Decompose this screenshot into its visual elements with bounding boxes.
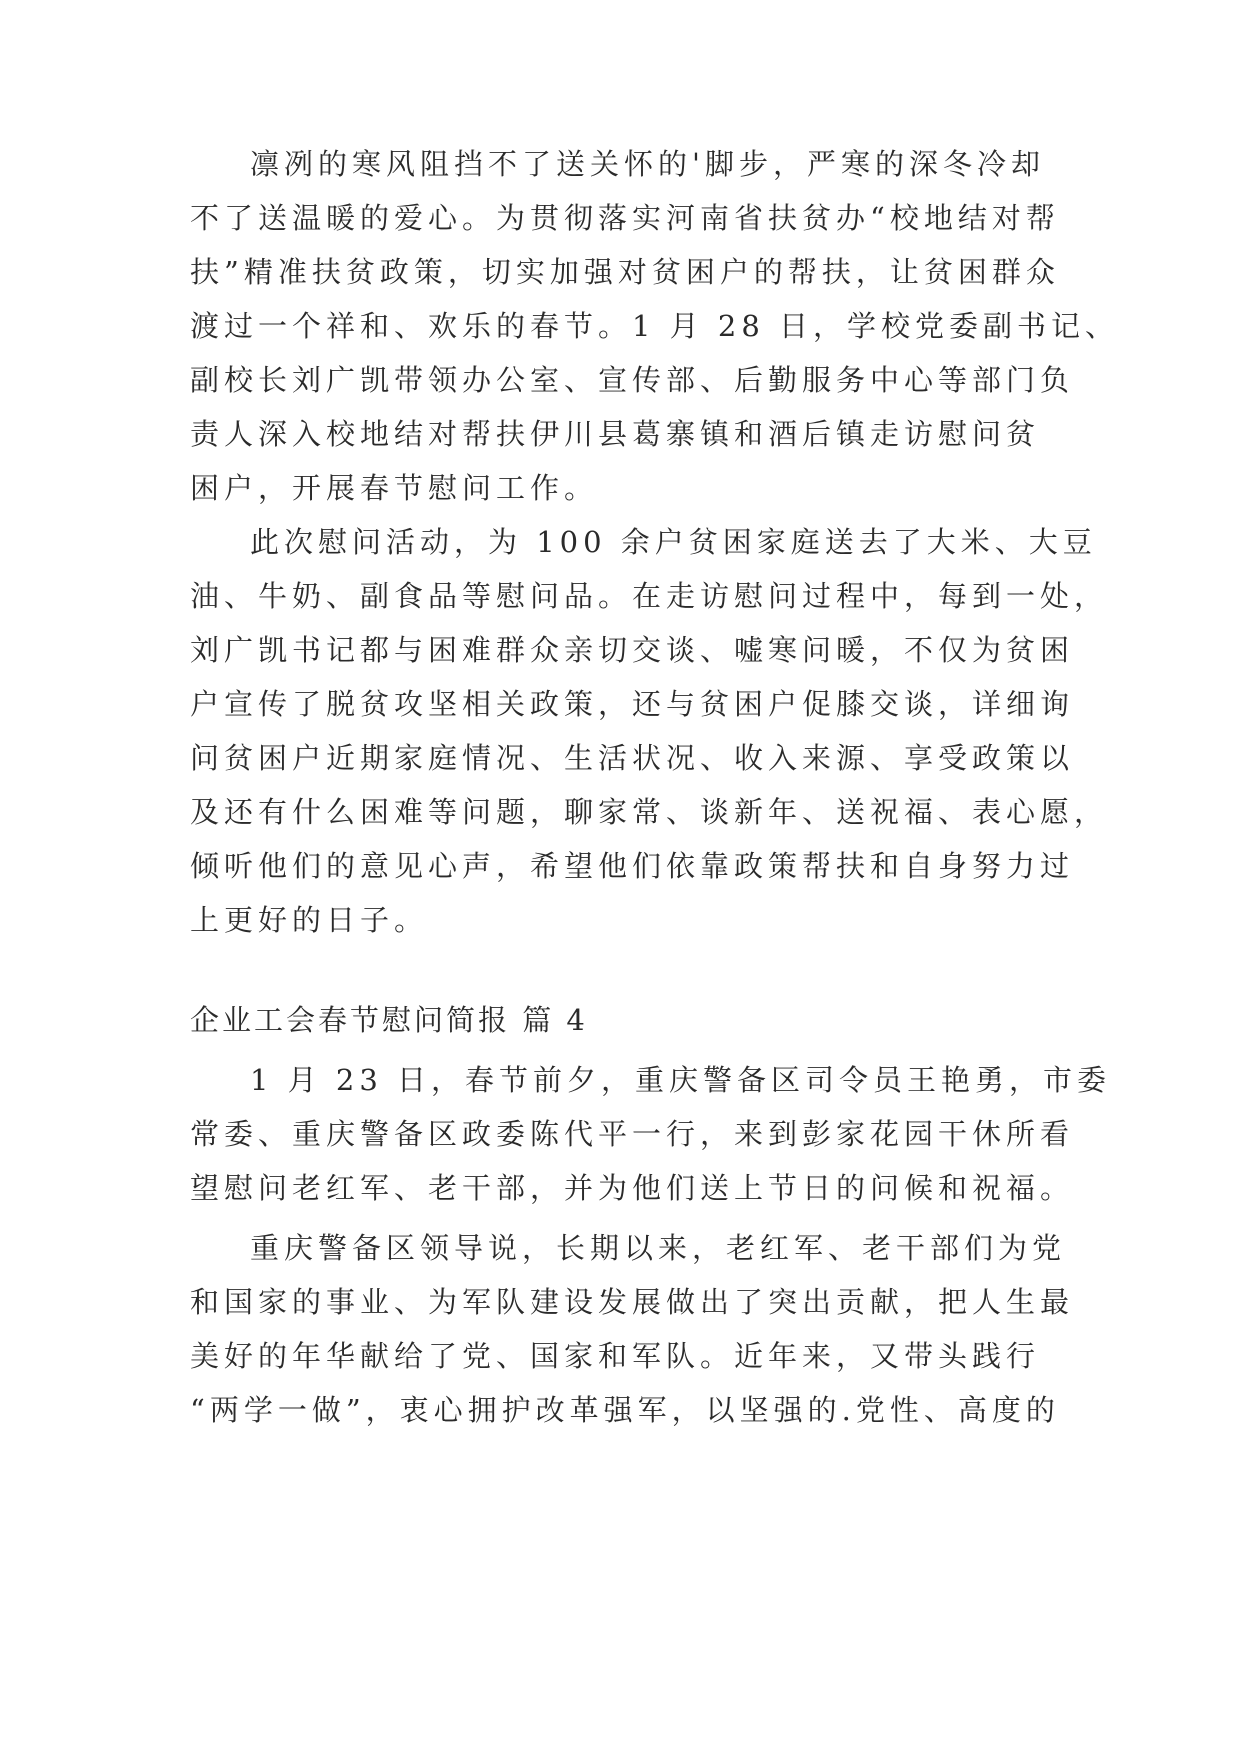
paragraph-4-line: 和国家的事业、为军队建设发展做出了突出贡献，把人生最: [190, 1285, 1075, 1319]
paragraph-1-line: 困户，开展春节慰问工作。: [190, 471, 599, 505]
paragraph-4-line: 重庆警备区领导说，长期以来，老红军、老干部们为党: [250, 1231, 1067, 1265]
paragraph-1-line: 副校长刘广凯带领办公室、宣传部、后勤服务中心等部门负: [190, 363, 1075, 397]
paragraph-3-line: 常委、重庆警备区政委陈代平一行，来到彭家花园干休所看: [190, 1117, 1075, 1151]
paragraph-2-line: 刘广凯书记都与困难群众亲切交谈、嘘寒问暖，不仅为贫困: [190, 633, 1075, 667]
paragraph-4-line: “两学一做”，衷心拥护改革强军，以坚强的.党性、高度的: [190, 1393, 1060, 1427]
paragraph-2-line: 油、牛奶、副食品等慰问品。在走访慰问过程中，每到一处，: [190, 579, 1109, 613]
paragraph-3-line: 望慰问老红军、老干部，并为他们送上节日的问候和祝福。: [190, 1171, 1075, 1205]
paragraph-2-line: 上更好的日子。: [190, 903, 429, 937]
paragraph-3-line: 1 月 23 日，春节前夕，重庆警备区司令员王艳勇，市委: [250, 1063, 1112, 1097]
paragraph-1-line: 不了送温暖的爱心。为贯彻落实河南省扶贫办“校地结对帮: [190, 201, 1060, 235]
paragraph-2-line: 此次慰问活动，为 100 余户贫困家庭送去了大米、大豆: [250, 525, 1097, 559]
paragraph-2-line: 倾听他们的意见心声，希望他们依靠政策帮扶和自身努力过: [190, 849, 1075, 883]
paragraph-1-line: 扶”精准扶贫政策，切实加强对贫困户的帮扶，让贫困群众: [190, 255, 1060, 289]
paragraph-2-line: 及还有什么困难等问题，聊家常、谈新年、送祝福、表心愿，: [190, 795, 1109, 829]
paragraph-1-line: 渡过一个祥和、欢乐的春节。1 月 28 日，学校党委副书记、: [190, 309, 1120, 343]
paragraph-2-line: 户宣传了脱贫攻坚相关政策，还与贫困户促膝交谈，详细询: [190, 687, 1075, 721]
paragraph-4-line: 美好的年华献给了党、国家和军队。近年来，又带头践行: [190, 1339, 1041, 1373]
paragraph-1-line: 凛冽的寒风阻挡不了送关怀的'脚步，严寒的深冬冷却: [250, 147, 1045, 181]
section-heading: 企业工会春节慰问简报 篇 4: [190, 1003, 588, 1037]
paragraph-2-line: 问贫困户近期家庭情况、生活状况、收入来源、享受政策以: [190, 741, 1075, 775]
paragraph-1-line: 责人深入校地结对帮扶伊川县葛寨镇和酒后镇走访慰问贫: [190, 417, 1041, 451]
